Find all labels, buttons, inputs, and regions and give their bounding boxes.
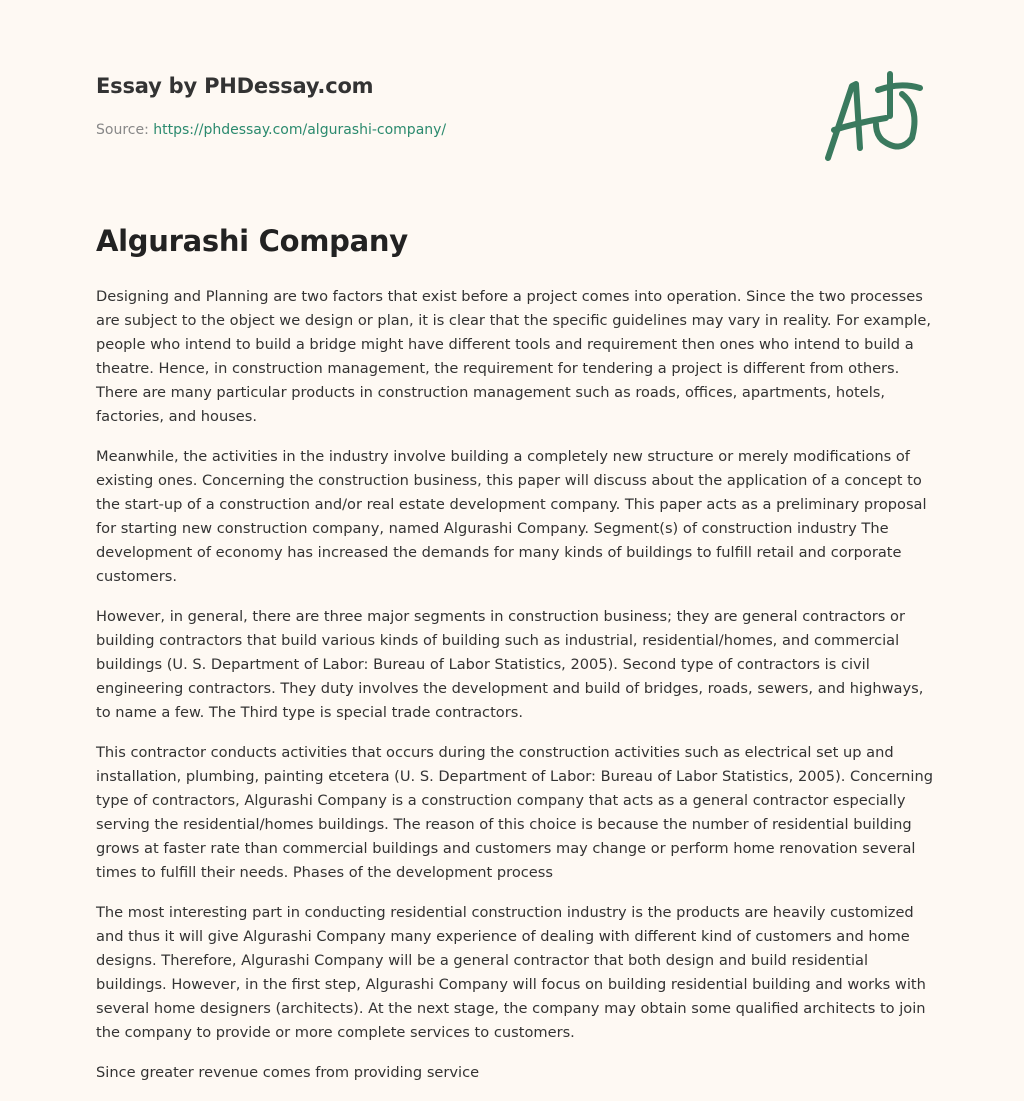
paragraph: This contractor conducts activities that occurs during the construction activities such as electrical set up and installation, plumbing, painting etcetera (U. S. Department of Labor: Bureau of Labor Statistics, 2005). Concerning type of contractors, Algurashi Company is a construction company that acts as a general contractor especially serving the residential/homes buildings. The reason of this choice is because the number of residential building grows at faster rate than commercial buildings and customers may change or perform home renovation several times to fulfill their needs. Phases of the development process (96, 744, 933, 881)
source-line (96, 122, 446, 138)
source-label: Source: (96, 122, 149, 138)
paragraph: However, in general, there are three major segments in construction business; they are general contractors or building contractors that build various kinds of building such as industrial, residential/homes, and commercial buildings (U. S. Department of Labor: Bureau of Labor Statistics, 2005). Second type of contractors is civil engineering contractors. They duty involves the development and build of bridges, roads, sewers, and highways, to name a few. The Third type is special trade contractors. (96, 608, 924, 721)
paragraph: Meanwhile, the activities in the industry involve building a completely new structure or merely modifications of existing ones. Concerning the construction business, this paper will discuss about the application of a concept to the start-up of a construction and/or real estate development company. This paper acts as a preliminary proposal for starting new construction company, named Algurashi Company. Segment(s) of construction industry The development of economy has increased the demands for many kinds of buildings to fulfill retail and corporate customers. (96, 448, 927, 585)
header (96, 74, 446, 138)
paragraph: The most interesting part in conducting residential construction industry is the products are heavily customized and thus it will give Algurashi Company many experience of dealing with different kind of customers and home designs. Therefore, Algurashi Company will be a general contractor that both design and build residential buildings. However, in the first step, Algurashi Company will focus on building residential building and works with several home designers (architects). At the next stage, the company may obtain some qualified architects to join the company to provide or more complete services to customers. (96, 904, 926, 1041)
site-title: Essay by PHDessay.com (96, 74, 374, 98)
essay-body (96, 285, 936, 1101)
a-plus-logo-icon (820, 68, 930, 168)
paragraph: Designing and Planning are two factors that exist before a project comes into operation. Since the two processes are subject to the object we design or plan, it is clear that the specific guidelines may vary in reality. For example, people who intend to build a bridge might have different tools and requirement then ones who intend to build a theatre. Hence, in construction management, the requirement for tendering a project is different from others. There are many particular products in construction management such as roads, offices, apartments, hotels, factories, and houses. (96, 288, 931, 425)
source-link[interactable]: https://phdessay.com/algurashi-company/ (153, 122, 447, 138)
paragraph: Since greater revenue comes from providing service (96, 1064, 480, 1081)
essay-title: Algurashi Company (96, 224, 408, 258)
